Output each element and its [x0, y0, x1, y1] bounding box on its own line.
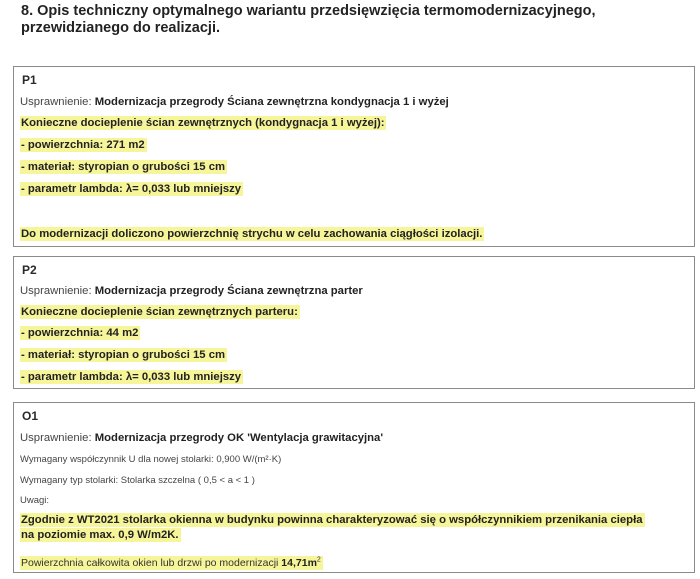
u-coefficient-row	[20, 452, 281, 467]
requirement-text: Konieczne docieplenie ścian zewnętrznych parteru:	[21, 306, 298, 318]
improvement-value: Modernizacja przegrody Ściana zewnętrzna kondygnacja 1 i wyżej	[94, 96, 449, 108]
section-box-o1	[13, 402, 695, 573]
note-text: Do modernizacji doliczono powierzchnię strychu w celu zachowania ciągłości izolacji.	[21, 228, 483, 240]
heading-line-1: 8. Opis techniczny optymalnego wariantu przedsięwzięcia termomodernizacyjnego,	[21, 3, 596, 19]
total-area-label: Powierzchnia całkowita okien lub drzwi po modernizacji	[21, 556, 279, 569]
area-text: - powierzchnia: 271 m2	[21, 139, 145, 151]
total-area-unit-sup: 2	[316, 556, 321, 563]
section-id: P2	[22, 263, 37, 277]
remark-line-1: Zgodnie z WT2021 stolarka okienna w budynku powinna charakteryzować się o współczynnikiem przenikania ciepła	[21, 514, 643, 526]
improvement-label: Usprawnienie:	[20, 96, 92, 108]
section-heading	[21, 3, 681, 37]
material-text: - materiał: styropian o grubości 15 cm	[21, 161, 226, 173]
section-box-p1	[13, 66, 695, 247]
window-type-row	[20, 473, 255, 488]
remarks-label: Uwagi:	[20, 495, 50, 506]
improvement-row	[20, 431, 383, 446]
total-area-value: 14,71m	[281, 556, 317, 569]
material-text: - materiał: styropian o grubości 15 cm	[21, 349, 226, 361]
u-coefficient-value: 0,900 W/(m²·K)	[216, 454, 282, 465]
improvement-label: Usprawnienie:	[20, 432, 92, 444]
area-text: - powierzchnia: 44 m2	[21, 327, 139, 339]
requirement-text: Konieczne docieplenie ścian zewnętrznych (kondygnacja 1 i wyżej):	[21, 117, 385, 129]
improvement-label: Usprawnienie:	[20, 285, 92, 297]
remark-line-2: na poziomie max. 0,9 W/m2K.	[21, 529, 179, 541]
total-area-row	[20, 552, 323, 571]
section-id: P1	[22, 73, 37, 87]
improvement-value: Modernizacja przegrody OK 'Wentylacja grawitacyjna'	[94, 432, 384, 444]
u-coefficient-label: Wymagany współczynnik U dla nowej stolarki:	[20, 454, 214, 465]
improvement-row	[20, 284, 363, 299]
lambda-text: - parametr lambda: λ= 0,033 lub mniejszy	[21, 183, 242, 195]
improvement-row	[20, 95, 449, 110]
heading-line-2: przewidzianego do realizacji.	[21, 20, 221, 36]
window-type-value: Stolarka szczelna ( 0,5 < a < 1 )	[120, 475, 255, 486]
section-id: O1	[22, 409, 39, 423]
section-box-p2	[13, 256, 695, 389]
improvement-value: Modernizacja przegrody Ściana zewnętrzna parter	[94, 285, 363, 297]
lambda-text: - parametr lambda: λ= 0,033 lub mniejszy	[21, 371, 242, 383]
window-type-label: Wymagany typ stolarki:	[20, 475, 119, 486]
